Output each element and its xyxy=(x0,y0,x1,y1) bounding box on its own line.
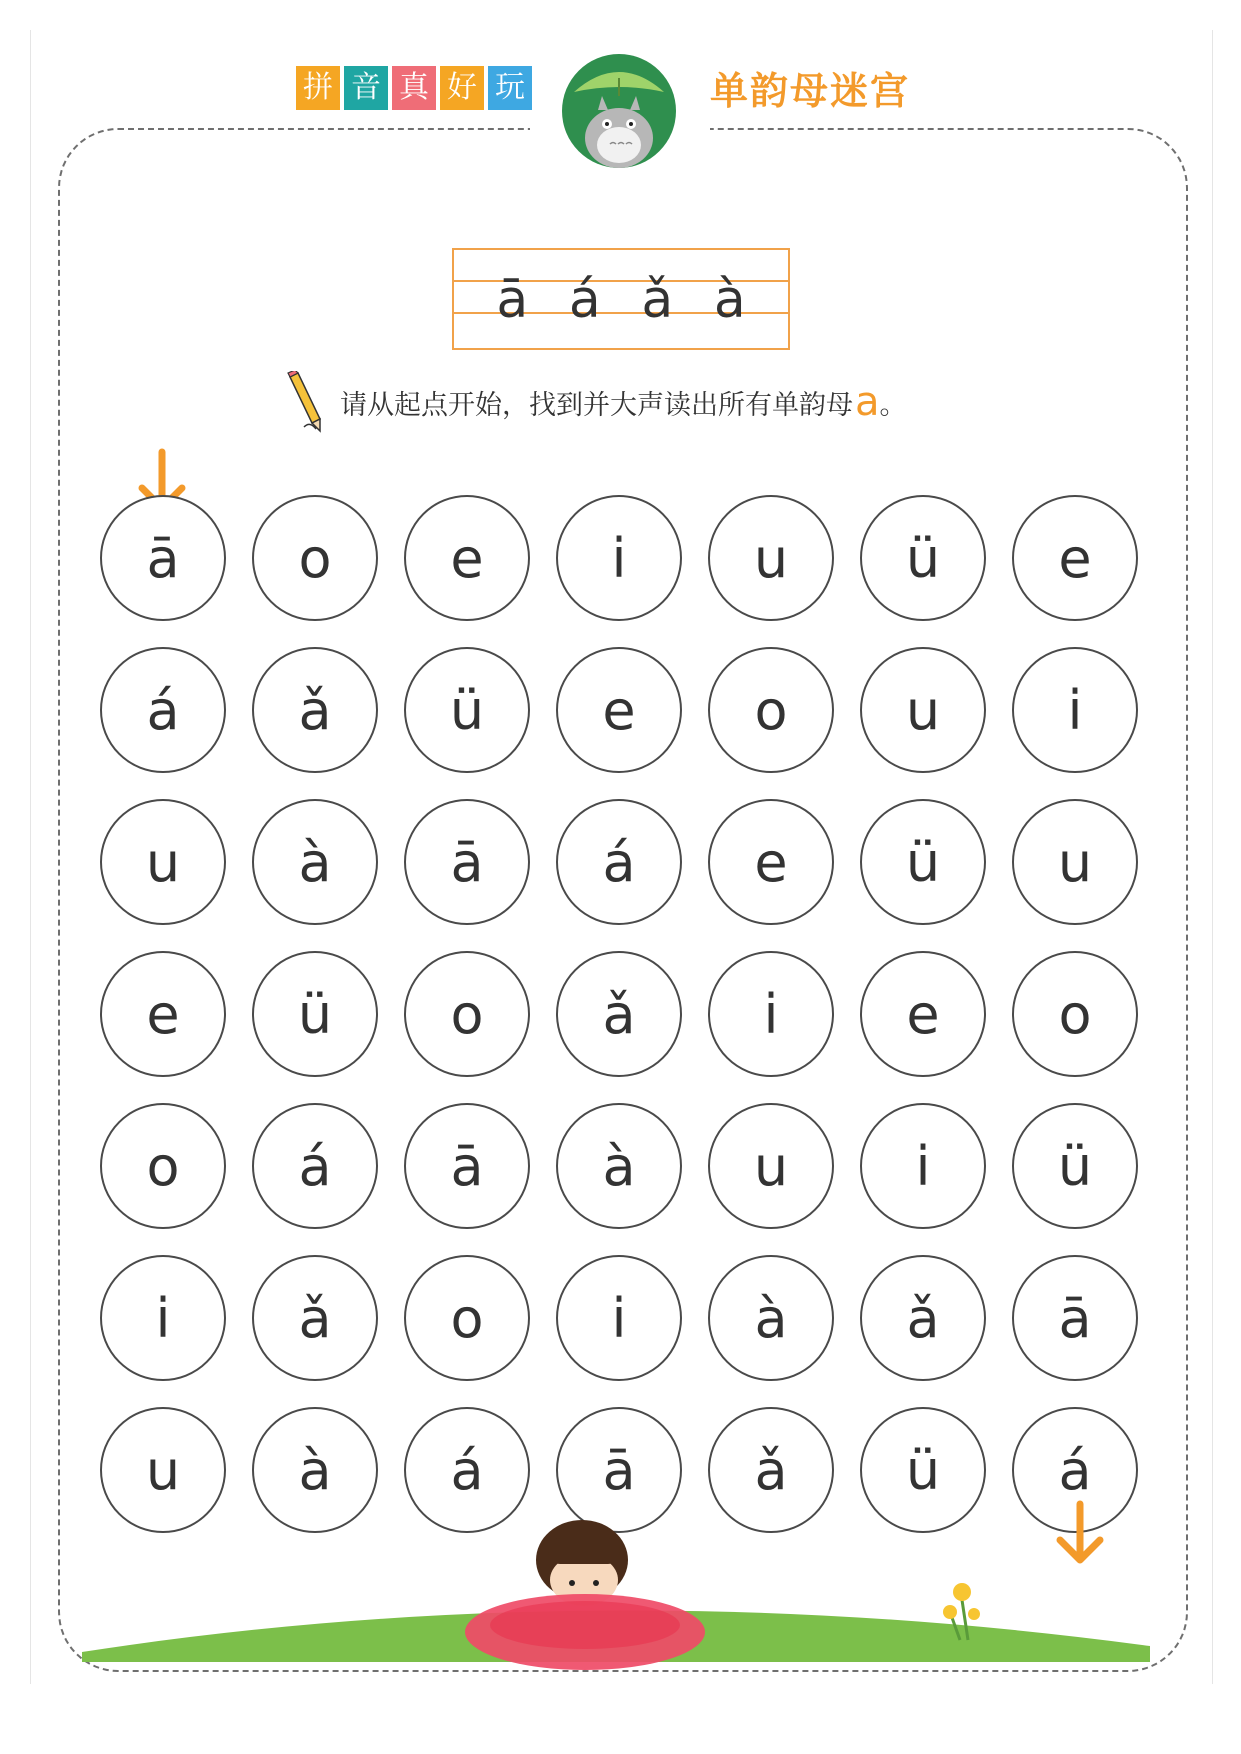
maze-cell[interactable]: ü xyxy=(860,1407,986,1533)
maze-cell[interactable]: o xyxy=(708,647,834,773)
maze-cell[interactable]: ā xyxy=(1012,1255,1138,1381)
maze-cell[interactable]: á xyxy=(556,799,682,925)
maze-cell[interactable]: u xyxy=(708,1103,834,1229)
maze-cell[interactable]: à xyxy=(252,1407,378,1533)
maze-cell[interactable]: ü xyxy=(252,951,378,1077)
maze-cell[interactable]: ā xyxy=(404,1103,530,1229)
brand-badge: 真 xyxy=(392,66,436,110)
maze-cell[interactable]: ǎ xyxy=(708,1407,834,1533)
maze-cell[interactable]: i xyxy=(860,1103,986,1229)
maze-cell[interactable]: o xyxy=(404,951,530,1077)
maze-cell[interactable]: ü xyxy=(860,495,986,621)
maze-cell[interactable]: e xyxy=(404,495,530,621)
maze-cell[interactable]: u xyxy=(860,647,986,773)
maze-cell[interactable]: ā xyxy=(556,1407,682,1533)
tone-mark: ǎ xyxy=(641,270,674,330)
maze-cell[interactable]: i xyxy=(556,1255,682,1381)
maze-cell[interactable]: à xyxy=(556,1103,682,1229)
brand-badge: 好 xyxy=(440,66,484,110)
maze-cell[interactable]: á xyxy=(1012,1407,1138,1533)
maze-cell[interactable]: o xyxy=(252,495,378,621)
page-title: 单韵母迷宫 xyxy=(710,69,911,113)
maze-cell[interactable]: u xyxy=(100,799,226,925)
maze-cell[interactable]: ü xyxy=(1012,1103,1138,1229)
maze-cell[interactable]: i xyxy=(100,1255,226,1381)
brand-badge: 音 xyxy=(344,66,388,110)
maze-cell[interactable]: ā xyxy=(404,799,530,925)
maze-cell[interactable]: à xyxy=(252,799,378,925)
maze-cell[interactable]: á xyxy=(252,1103,378,1229)
maze-cell[interactable]: i xyxy=(1012,647,1138,773)
maze-cell[interactable]: e xyxy=(100,951,226,1077)
maze-cell[interactable]: u xyxy=(1012,799,1138,925)
maze-cell[interactable]: ǎ xyxy=(252,1255,378,1381)
maze-cell[interactable]: ü xyxy=(860,799,986,925)
maze-cell[interactable]: á xyxy=(404,1407,530,1533)
maze-cell[interactable]: e xyxy=(708,799,834,925)
instruction-highlight: a xyxy=(855,379,880,425)
instruction-text: 请从起点开始，找到并大声读出所有单韵母 xyxy=(340,389,853,421)
child-figure xyxy=(536,1520,628,1606)
maze-cell[interactable]: ǎ xyxy=(556,951,682,1077)
maze-cell[interactable]: e xyxy=(860,951,986,1077)
maze-cell[interactable]: u xyxy=(708,495,834,621)
maze-cell[interactable]: ā xyxy=(100,495,226,621)
maze-cell[interactable]: à xyxy=(708,1255,834,1381)
brand-badge: 拼 xyxy=(296,66,340,110)
maze-cell[interactable]: ǎ xyxy=(860,1255,986,1381)
tone-mark: á xyxy=(568,270,601,330)
maze-cell[interactable]: o xyxy=(100,1103,226,1229)
maze-cell[interactable]: i xyxy=(708,951,834,1077)
tone-mark: ā xyxy=(496,270,529,330)
maze-cell[interactable]: ü xyxy=(404,647,530,773)
maze-cell[interactable]: á xyxy=(100,647,226,773)
maze-cell[interactable]: e xyxy=(1012,495,1138,621)
tone-mark: à xyxy=(713,270,746,330)
maze-cell[interactable]: o xyxy=(404,1255,530,1381)
maze-cell[interactable]: e xyxy=(556,647,682,773)
instruction-end: 。 xyxy=(879,389,907,421)
brand-badge: 玩 xyxy=(488,66,532,110)
maze-cell[interactable]: i xyxy=(556,495,682,621)
maze-cell[interactable]: o xyxy=(1012,951,1138,1077)
maze-cell[interactable]: u xyxy=(100,1407,226,1533)
maze-cell[interactable]: ǎ xyxy=(252,647,378,773)
